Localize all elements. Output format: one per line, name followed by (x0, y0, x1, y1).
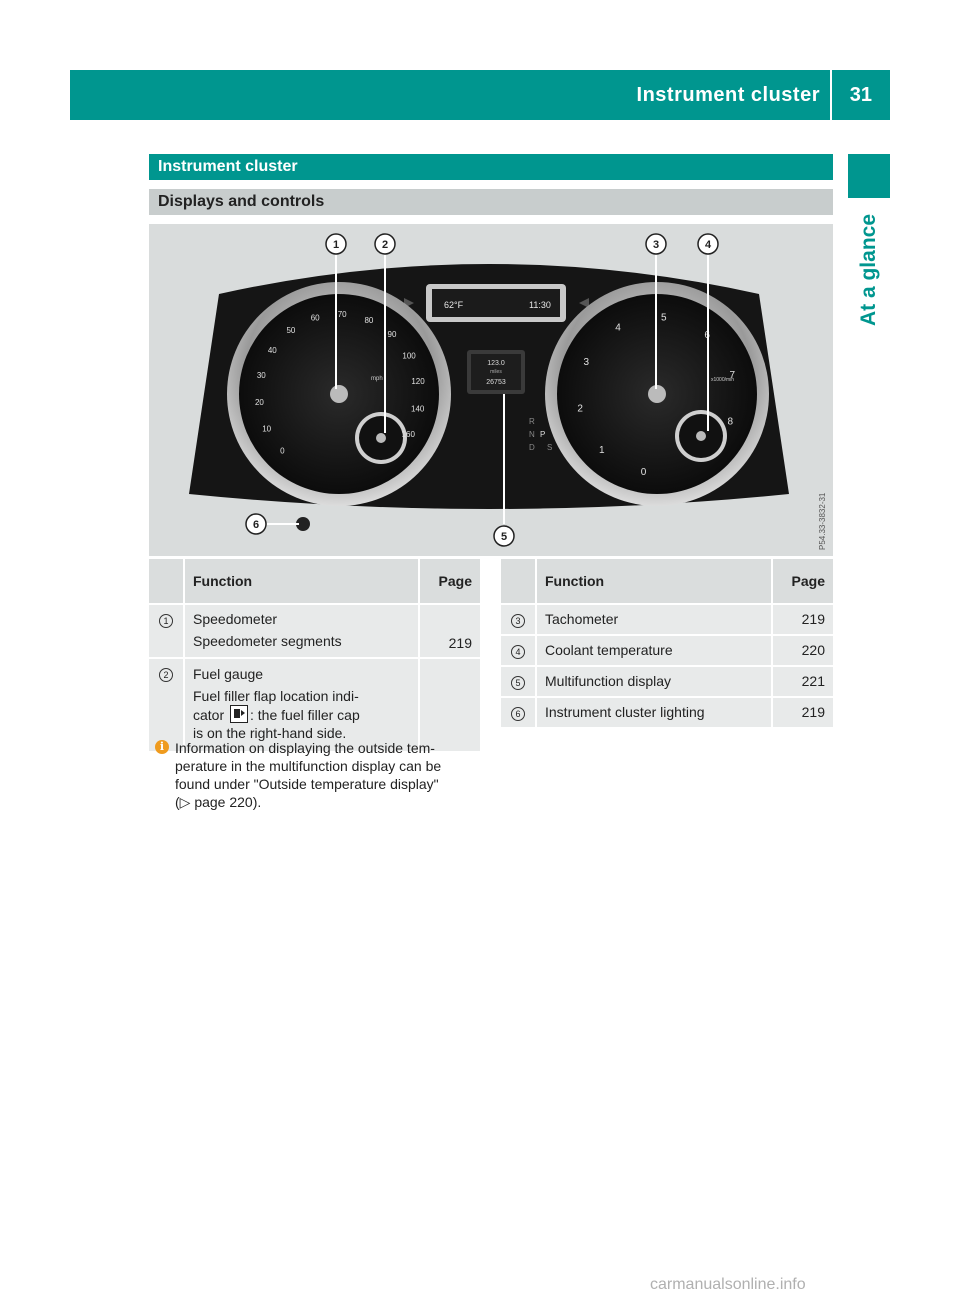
tach-mark: 5 (661, 312, 667, 324)
trip-value: 123.0 (487, 360, 505, 367)
function-description-line: is on the right-hand side. (193, 725, 347, 741)
info-note (155, 739, 485, 811)
row-number-cell (149, 605, 183, 657)
callout-number: 2 (159, 668, 173, 682)
row-number-cell (501, 605, 535, 634)
subsection-heading: Displays and controls (149, 189, 833, 215)
page-ref: 219 (773, 605, 833, 634)
tach-mark: 1 (599, 445, 605, 457)
header-divider (830, 70, 832, 120)
cluster-illustration (149, 224, 833, 556)
speed-mark: 50 (286, 326, 296, 335)
fuel-gauge-hub (376, 433, 386, 443)
table-header-page: Page (420, 559, 480, 603)
table-row (501, 636, 833, 665)
speed-unit: mph (371, 376, 383, 382)
watermark: carmanualsonline.info (650, 1276, 806, 1293)
speed-mark: 100 (402, 351, 416, 361)
function-label: Coolant temperature (537, 636, 771, 665)
speedometer-hub (330, 385, 348, 403)
speed-mark: 30 (256, 370, 266, 380)
info-line: found under "Outside temperature display" (175, 776, 439, 792)
table-row (501, 667, 833, 696)
callout-label: 3 (652, 239, 660, 251)
speed-mark: 0 (280, 446, 285, 456)
callout-label: 2 (381, 239, 389, 251)
row-number-cell (501, 667, 535, 696)
gear-letter: S (547, 443, 553, 452)
page-ref: 219 (773, 698, 833, 727)
function-label: Fuel gauge (193, 666, 264, 682)
trip-unit: miles (490, 369, 502, 375)
callout-number: 4 (511, 645, 525, 659)
table-header-number (501, 559, 535, 603)
tach-mark: 3 (583, 357, 590, 368)
callout-label: 4 (704, 239, 712, 251)
function-description-line: Fuel filler flap location indi- (193, 688, 359, 704)
function-label: Instrument cluster lighting (537, 698, 771, 727)
table-header-function: Function (185, 559, 418, 603)
callout-label: 1 (332, 239, 340, 251)
tach-mark: 2 (577, 403, 583, 415)
info-icon: i (155, 740, 169, 754)
callout-label: 6 (252, 519, 260, 531)
speed-mark: 120 (411, 377, 425, 387)
gear-letter: P (540, 430, 546, 439)
function-cell (185, 659, 418, 751)
tach-mark: 7 (729, 369, 736, 381)
page-ref: 220 (773, 636, 833, 665)
callout-number: 5 (511, 676, 525, 690)
info-text (155, 739, 485, 811)
function-label: Tachometer (537, 605, 771, 634)
function-label: Multifunction display (537, 667, 771, 696)
rpm-unit: x1000/min (711, 377, 735, 383)
function-label: Speedometer (193, 611, 278, 627)
function-sublabel: Speedometer segments (193, 633, 342, 649)
page-reference-link[interactable]: (▷ page 220). (175, 794, 262, 810)
tach-mark: 8 (727, 416, 734, 428)
function-table-left (147, 557, 482, 753)
tach-mark: 0 (640, 466, 647, 478)
page-ref: 221 (773, 667, 833, 696)
table-row (149, 605, 480, 657)
speed-mark: 70 (337, 310, 347, 320)
speed-mark: 60 (310, 313, 320, 323)
gear-letter: N (529, 430, 535, 439)
coolant-gauge-hub (696, 431, 706, 441)
side-tab-label (848, 205, 890, 335)
speed-mark: 90 (387, 330, 397, 340)
row-number-cell (149, 659, 183, 751)
figure-code: P54.33-3832-31 (818, 492, 827, 550)
function-description-text: : the fuel filler cap (250, 707, 360, 723)
function-table-right (499, 557, 835, 729)
callout-number: 3 (511, 614, 525, 628)
info-line: perature in the multifunction display can be (175, 758, 442, 774)
info-line: Information on displaying the outside tem- (175, 740, 435, 756)
table-header-page: Page (773, 559, 833, 603)
side-tab-marker (848, 154, 890, 198)
table-row (501, 605, 833, 634)
speed-mark: 80 (364, 315, 374, 325)
row-number-cell (501, 698, 535, 727)
gear-letter: D (529, 443, 535, 452)
header-title: Instrument cluster (636, 84, 820, 106)
section-heading: Instrument cluster (149, 154, 833, 180)
instrument-cluster-figure (149, 224, 833, 556)
gear-letter: R (529, 417, 535, 426)
speed-mark: 10 (262, 424, 272, 434)
page-number: 31 (849, 84, 872, 106)
speed-mark: 140 (411, 404, 425, 414)
function-description-text: cator (193, 707, 225, 723)
speed-mark: 160 (401, 430, 415, 439)
display-temp: 62°F (444, 300, 464, 310)
function-cell (185, 605, 418, 657)
fuel-filler-icon (230, 705, 248, 723)
table-header-function: Function (537, 559, 771, 603)
tach-mark: 4 (615, 322, 621, 334)
row-number-cell (501, 636, 535, 665)
page-ref: 219 (420, 605, 480, 657)
side-tab-text: At a glance (857, 213, 880, 327)
page-ref (420, 659, 480, 751)
table-row (501, 698, 833, 727)
function-description-line (193, 705, 410, 724)
header-bar (70, 70, 890, 120)
callout-number: 6 (511, 707, 525, 721)
speed-mark: 20 (254, 398, 264, 407)
callout-label: 5 (500, 531, 508, 543)
table-row (149, 659, 480, 751)
speed-mark: 40 (267, 345, 277, 355)
odometer-value: 26753 (486, 379, 506, 386)
tach-mark: 6 (704, 330, 710, 342)
table-header-number (149, 559, 183, 603)
callout-number: 1 (159, 614, 173, 628)
display-time: 11:30 (529, 300, 551, 310)
